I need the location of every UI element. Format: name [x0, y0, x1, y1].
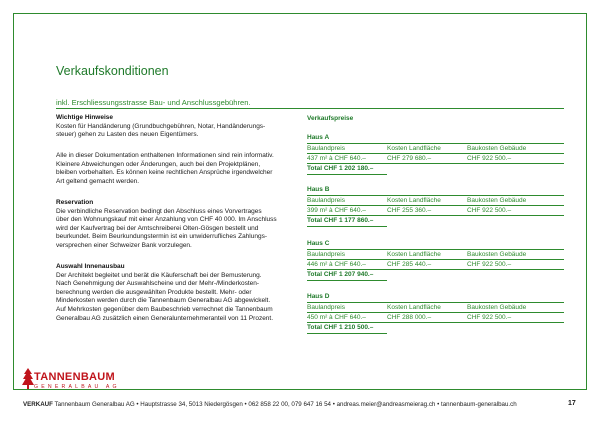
house-name: Haus C: [307, 238, 564, 250]
table-header-row: [307, 250, 564, 260]
total-price: Total CHF 1 210 500.–: [307, 323, 387, 334]
house-b-table: [307, 184, 564, 227]
value-cell: CHF 255 360.–: [387, 207, 432, 214]
value-cell: 399 m² à CHF 640.–: [307, 207, 366, 214]
header-cell: Baulandpreis: [307, 304, 345, 311]
value-cell: CHF 922 500.–: [467, 314, 512, 321]
header-cell: Kosten Landfläche: [387, 197, 441, 204]
reservation-line: Die verbindliche Reservation bedingt den Abschluss eines Vorvertrages: [56, 207, 262, 215]
innenausbau-line: Der Architekt begleitet und berät die Käuferschaft bei der Bemusterung.: [56, 271, 262, 279]
innenausbau-section: [56, 263, 292, 323]
house-a-table: [307, 132, 564, 175]
reservation-title: Reservation: [56, 199, 94, 206]
info-line: bleiben vorbehalten. Es können keine rechtlichen Ansprüche irgendwelcher: [56, 169, 273, 177]
value-cell: 450 m² à CHF 640.–: [307, 314, 366, 321]
reservation-line: beurkundet. Beim Beurkundungstermin ist ein unwiderrufliches Zahlungs-: [56, 233, 267, 241]
innenausbau-line: Auf Mehrkosten gegenüber dem Baubeschrieb verrechnet die Tannenbaum: [56, 305, 273, 313]
fir-tree-icon: [22, 368, 34, 390]
info-line: Kleinere Abweichungen oder Änderungen, auch bei den Projektplänen,: [56, 160, 261, 168]
info-line: Art geltend gemacht werden.: [56, 177, 140, 185]
hinweise-line: steuer) gehen zu Lasten des neuen Eigentümers.: [56, 131, 199, 139]
hinweise-section: [56, 114, 292, 140]
header-cell: Baukosten Gebäude: [467, 251, 527, 258]
header-cell: Baulandpreis: [307, 197, 345, 204]
prices-title: Verkaufspreise: [307, 115, 354, 122]
innenausbau-line: berechnung werden die ausgewählten Produkte bestellt. Mehr- oder: [56, 288, 252, 296]
innenausbau-line: Nach Genehmigung der Auswahlscheine und der Mehr-/Minderkosten-: [56, 280, 260, 288]
reservation-line: wird der Kaufvertrag bei der Amtschreiberei Olten-Gösgen bestellt und: [56, 224, 259, 232]
value-cell: CHF 922 500.–: [467, 155, 512, 162]
info-section: [56, 152, 292, 186]
header-cell: Baulandpreis: [307, 251, 345, 258]
value-cell: CHF 922 500.–: [467, 207, 512, 214]
table-header-row: [307, 196, 564, 206]
table-value-row: [307, 313, 564, 323]
value-cell: CHF 288 000.–: [387, 314, 432, 321]
logo-name: TANNENBAUM: [34, 371, 116, 383]
logo-subtitle: GENERALBAU AG: [34, 384, 120, 390]
footer: [23, 401, 517, 408]
header-cell: Kosten Landfläche: [387, 145, 441, 152]
hinweise-title: Wichtige Hinweise: [56, 114, 114, 121]
table-header-row: [307, 303, 564, 313]
total-price: Total CHF 1 207 940.–: [307, 270, 387, 281]
house-c-table: [307, 238, 564, 281]
header-cell: Baukosten Gebäude: [467, 197, 527, 204]
house-name: Haus A: [307, 132, 564, 144]
header-cell: Kosten Landfläche: [387, 251, 441, 258]
table-value-row: [307, 154, 564, 164]
reservation-section: [56, 199, 292, 251]
divider: [56, 108, 564, 109]
prices-column: [307, 114, 564, 331]
reservation-line: versprechen einer Schweizer Bank vorzulegen.: [56, 241, 192, 249]
value-cell: CHF 279 680.–: [387, 155, 432, 162]
value-cell: CHF 285 440.–: [387, 261, 432, 268]
total-price: Total CHF 1 177 860.–: [307, 216, 387, 227]
reservation-line: über den Wohnungskauf mit einer Anzahlung von CHF 40 000. Im Anschluss: [56, 216, 277, 224]
page-title: Verkaufskonditionen: [56, 64, 169, 78]
house-name: Haus B: [307, 184, 564, 196]
table-header-row: [307, 144, 564, 154]
header-cell: Baukosten Gebäude: [467, 145, 527, 152]
footer-contact: Tannenbaum Generalbau AG • Hauptstrasse 34, 5013 Niedergösgen • 062 858 22 00, 079 647 16 54 • andreas.meier@andreasmeierag.ch • tannenbaum-generalbau.ch: [54, 401, 517, 408]
total-price: Total CHF 1 202 180.–: [307, 164, 387, 175]
page-number: 17: [568, 400, 576, 407]
house-d-table: [307, 291, 564, 334]
header-cell: Baukosten Gebäude: [467, 304, 527, 311]
header-cell: Kosten Landfläche: [387, 304, 441, 311]
innenausbau-line: Generalbau AG zusätzlich einen Generalunternehmeranteil von 11 Prozent.: [56, 314, 274, 322]
innenausbau-title: Auswahl Innenausbau: [56, 263, 125, 270]
innenausbau-line: Minderkosten werden durch die Tannenbaum Generalbau AG abgewickelt.: [56, 297, 271, 305]
info-line: Alle in dieser Dokumentation enthaltenen Informationen sind rein informativ.: [56, 152, 274, 159]
house-name: Haus D: [307, 291, 564, 303]
page-subtitle: inkl. Erschliessungsstrasse Bau- und Anschlussgebühren.: [56, 98, 251, 107]
value-cell: 446 m² à CHF 640.–: [307, 261, 366, 268]
header-cell: Baulandpreis: [307, 145, 345, 152]
value-cell: 437 m² à CHF 640.–: [307, 155, 366, 162]
hinweise-line: Kosten für Handänderung (Grundbuchgebühren, Notar, Handänderungs-: [56, 122, 266, 130]
value-cell: CHF 922 500.–: [467, 261, 512, 268]
footer-label: VERKAUF: [23, 401, 53, 408]
table-value-row: [307, 206, 564, 216]
table-value-row: [307, 260, 564, 270]
